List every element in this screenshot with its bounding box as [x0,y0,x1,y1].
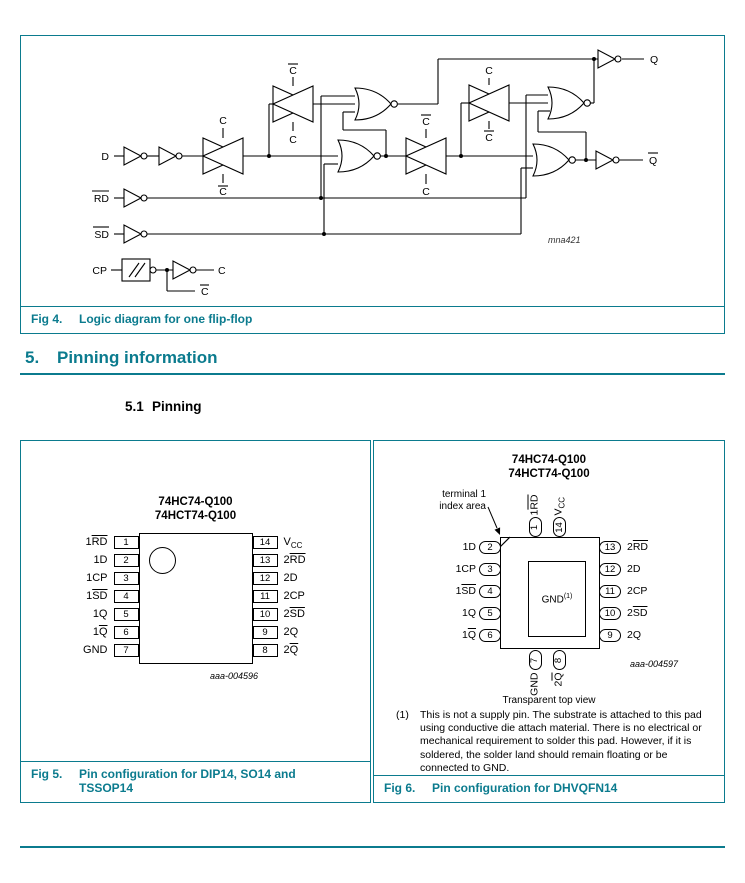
subsection-heading [125,399,745,414]
footnote [396,709,710,775]
pin-label: 2D [627,563,641,575]
figure-caption-text: Pin configuration for DIP14, SO14 and TSSOP14 [79,767,296,795]
sd-input-label: SD [94,229,109,241]
pin-label: $2\overline{RD}$ [283,554,306,566]
figure-6-box [373,440,725,803]
pin-label: $2\overline{SD}$ [627,607,648,619]
pin-label: $1\overline{SD}$ [86,590,108,602]
pin-number: 7 [529,650,542,670]
pin1-indicator [149,547,176,574]
dhvqfn14-package [374,483,724,706]
package-title [21,495,370,523]
pin-number: 13 [599,541,621,554]
dip14-package [21,531,370,664]
footnote-text: This is not a supply pin. The substrate is attached to this pad using conductive die attach material. There is no electrical or mechanical requirement to solder this pad. However, if it is soldered, the solder land should remain floating or be connected to GND. [420,708,702,774]
c-label: C [218,265,226,277]
pin-number: 11 [599,585,621,598]
drawing-id: aaa-004596 [209,671,258,681]
c-label: C [422,186,430,198]
dip-body [139,533,253,664]
subsection-number: 5.1 [125,399,144,414]
pin-number: 10 [599,607,621,620]
figure-caption-text: Pin configuration for DHVQFN14 [432,781,618,795]
rd-input-label: RD [93,193,109,205]
c-bar-label: C [289,65,297,77]
footnote-marker: (1) [396,708,409,721]
pin-label: 1CP [455,563,476,575]
pin-number: 3 [114,572,139,585]
drawing-id: mna421 [548,235,581,245]
logic-diagram [21,37,722,303]
pin-label: $2\overline{RD}$ [627,541,649,553]
figure-caption-text: Logic diagram for one flip-flop [79,312,253,326]
pin-number: 2 [479,541,501,554]
pin-label: $2\overline{Q}$ [283,644,299,656]
pin-label: 1Q [92,608,108,620]
c-bar-label: C [219,186,227,198]
pin-number: 8 [553,650,566,670]
pin-label: $2\overline{Q}$ [552,672,565,687]
c-bar-label: C [422,116,430,128]
type-number: 74HCT74-Q100 [154,510,237,522]
pin-label: GND [83,644,108,656]
pin-number: 5 [479,607,501,620]
subsection-title: Pinning [152,399,202,414]
page-bottom-rule [20,846,725,848]
pin-number: 5 [114,608,139,621]
pin-label: $2\overline{SD}$ [283,608,305,620]
pin-label: 2Q [627,629,642,641]
dip-left-labels [74,531,114,659]
pin-number: 6 [114,626,139,639]
pin-label: $1\overline{Q}$ [461,629,476,641]
c-label: C [485,65,493,77]
c-bar-label: C [201,286,209,298]
view-note: Transparent top view [502,695,596,706]
pin-number: 13 [253,554,278,567]
terminal1-index-note: terminal 1 index area [439,489,486,512]
dip-left-pins [114,531,139,659]
pin-label: GND [528,672,541,696]
pin-label: 2CP [283,590,305,602]
figure-row [20,440,725,803]
pin-number: 1 [114,536,139,549]
type-number: 74HCT74-Q100 [508,468,590,480]
dip-right-pins [253,531,278,659]
figure-label: Fig 6. [384,781,416,795]
figure-4-caption [21,306,724,333]
q-bar-output-label: Q [649,155,658,167]
cp-input-label: CP [92,265,107,277]
pin-label: $V_{CC}$ [552,496,567,516]
section-title: Pinning information [57,348,218,367]
pin-label: 2D [283,572,298,584]
figure-label: Fig 5. [31,767,63,781]
pin-label: $1\overline{Q}$ [92,626,108,638]
type-number: 74HC74-Q100 [158,496,233,508]
pin-label: 1Q [461,607,476,619]
pin-number: 14 [253,536,278,549]
edge-trigger-block [122,259,156,281]
pin-number: 4 [114,590,139,603]
pin-label: 2CP [627,585,648,597]
type-number: 74HC74-Q100 [511,454,587,466]
q-output-label: Q [650,54,659,66]
c-label: C [219,115,227,127]
pin-number: 8 [253,644,278,657]
package-title [374,453,724,481]
figure-5-box [20,440,371,803]
pin-number: 12 [599,563,621,576]
pin-label: 1CP [86,572,108,584]
pin-number: 11 [253,590,278,603]
pin-label: 1D [93,554,108,566]
pin-label: 2Q [283,626,299,638]
pin-number: 1 [529,517,542,537]
c-bar-label: C [485,132,493,144]
figure-4-box [20,35,725,334]
pin-label: $1\overline{RD}$ [528,494,541,516]
figure-5-caption [21,761,370,802]
c-label: C [289,134,297,146]
pin-number: 3 [479,563,501,576]
section-heading [20,348,725,375]
pin-number: 2 [114,554,139,567]
section-number: 5. [25,348,40,367]
pin-number: 4 [479,585,501,598]
figure-6-caption [374,775,724,802]
pin-number: 14 [553,517,566,537]
pin-number: 7 [114,644,139,657]
figure-label: Fig 4. [31,312,63,326]
pin-label: 1D [462,541,476,553]
center-ground-pad: GND$^{(1)}$ [528,561,586,637]
pin-number: 10 [253,608,278,621]
pin-label: $1\overline{SD}$ [455,585,476,597]
pin-number: 6 [479,629,501,642]
pin-number: 9 [253,626,278,639]
d-input-label: D [101,151,109,163]
drawing-id: aaa-004597 [630,659,679,669]
dip-right-labels [278,531,318,659]
pin-label: $V_{CC}$ [283,536,303,551]
pin-number: 12 [253,572,278,585]
pin-label: $1\overline{RD}$ [85,536,108,548]
pin-number: 9 [599,629,621,642]
